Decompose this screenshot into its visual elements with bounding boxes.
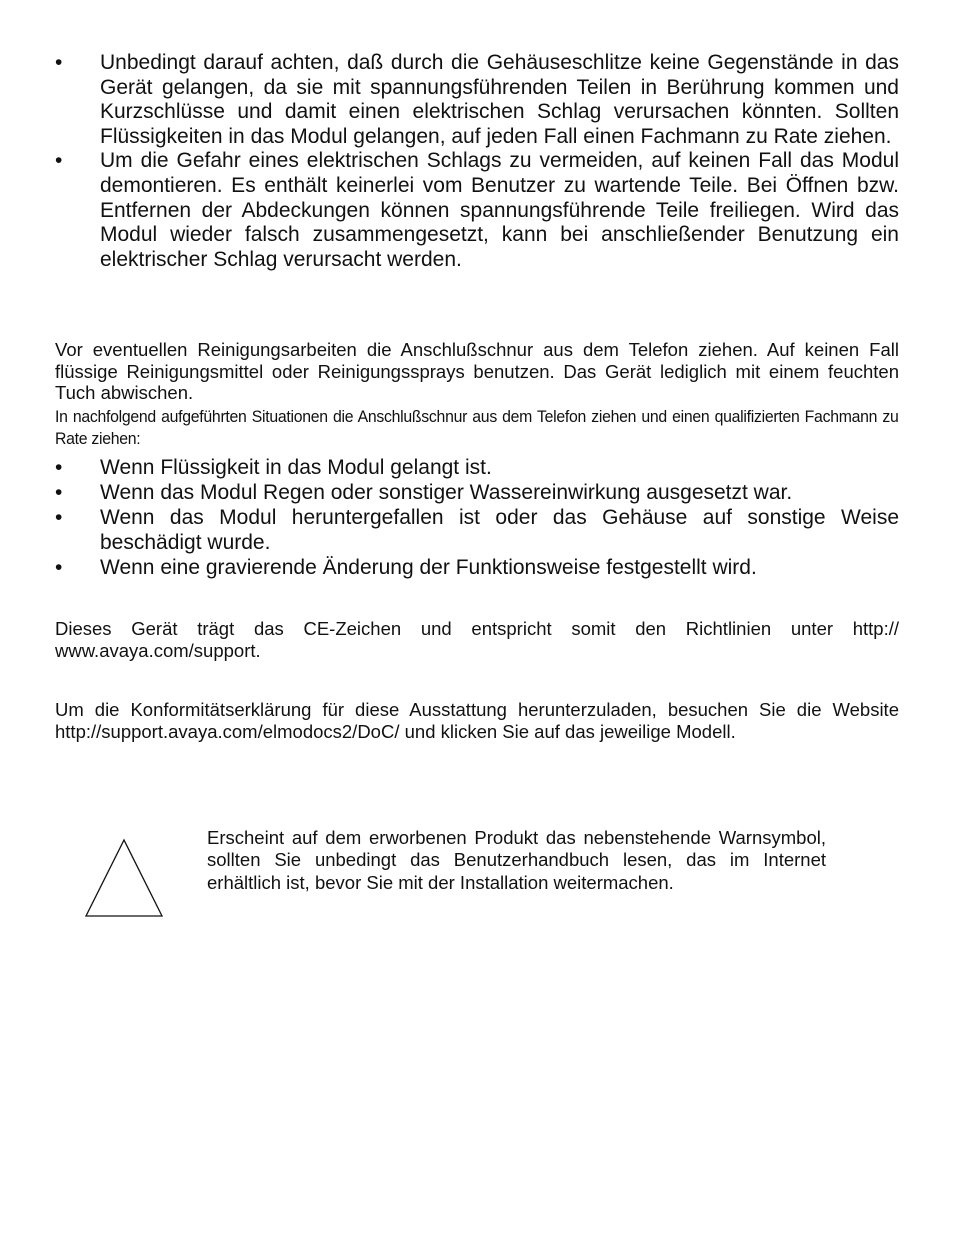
list-item-text: Wenn Flüssigkeit in das Modul gelangt ist.	[100, 456, 492, 479]
bullet-symbol: •	[55, 149, 63, 173]
list-item	[55, 505, 899, 555]
situation-bullet-list	[55, 455, 899, 580]
list-item	[55, 455, 899, 480]
bullet-symbol: •	[55, 51, 63, 74]
list-item	[55, 51, 899, 149]
cleaning-paragraph: Vor eventuellen Reinigungsarbeiten die Anschlußschnur aus dem Telefon ziehen. Auf keinen Fall flüssige Reinigungsmittel oder Reinigungssprays benutzen. Das Gerät lediglich mit einem feuchten Tuch abwischen.	[55, 339, 899, 403]
list-item	[55, 149, 899, 272]
list-item-text: Wenn das Modul Regen oder sonstiger Wassereinwirkung ausgesetzt war.	[100, 481, 793, 504]
list-item	[55, 555, 899, 580]
bullet-symbol: •	[55, 506, 63, 529]
declaration-paragraph: Um die Konformitätserklärung für diese Ausstattung herunterzuladen, besuchen Sie die Website http://support.avaya.com/elmodocs2/DoC/ und klicken Sie auf das jeweilige Modell.	[55, 699, 899, 742]
bullet-symbol: •	[55, 481, 63, 504]
safety-bullet-list	[55, 51, 899, 272]
list-item-text: Wenn eine gravierende Änderung der Funktionsweise festgestellt wird.	[100, 556, 757, 579]
list-item-text: Unbedingt darauf achten, daß durch die Gehäuseschlitze keine Gegenstände in das Gerät gelangen, da sie mit spannungsführenden Teilen in Berührung kommen und Kurzschlüsse und damit einen elektrischen Schlag verursachen könnten. Sollten Flüssigkeiten in das Modul gelangen, auf jeden Fall einen Fachmann zu Rate ziehen.	[100, 51, 899, 148]
situations-intro: In nachfolgend aufgeführten Situationen die Anschlußschnur aus dem Telefon ziehen und einen qualifizierten Fachmann zu Rate ziehen:	[55, 407, 899, 448]
bullet-symbol: •	[55, 456, 63, 479]
list-item-text: Wenn das Modul heruntergefallen ist oder das Gehäuse auf sonstige Weise beschädigt wurde.	[100, 506, 899, 554]
list-item-text: Um die Gefahr eines elektrischen Schlags zu vermeiden, auf keinen Fall das Modul demontieren. Es enthält keinerlei vom Benutzer zu wartende Teile. Bei Öffnen bzw. Entfernen der Abdeckungen können spannungsführende Teile freiliegen. Wird das Modul wieder falsch zusammengesetzt, kann bei anschließender Benutzung ein elektrischer Schlag verursacht werden.	[100, 149, 899, 271]
list-item	[55, 480, 899, 505]
ce-paragraph: Dieses Gerät trägt das CE-Zeichen und entspricht somit den Richtlinien unter http:// www.avaya.com/support.	[55, 618, 899, 661]
warning-triangle-icon	[84, 838, 164, 918]
warning-text: Erscheint auf dem erworbenen Produkt das nebenstehende Warnsymbol, sollten Sie unbedingt das Benutzerhandbuch lesen, das im Internet erhältlich ist, bevor Sie mit der Installation weitermachen.	[207, 827, 826, 893]
bullet-symbol: •	[55, 556, 63, 579]
